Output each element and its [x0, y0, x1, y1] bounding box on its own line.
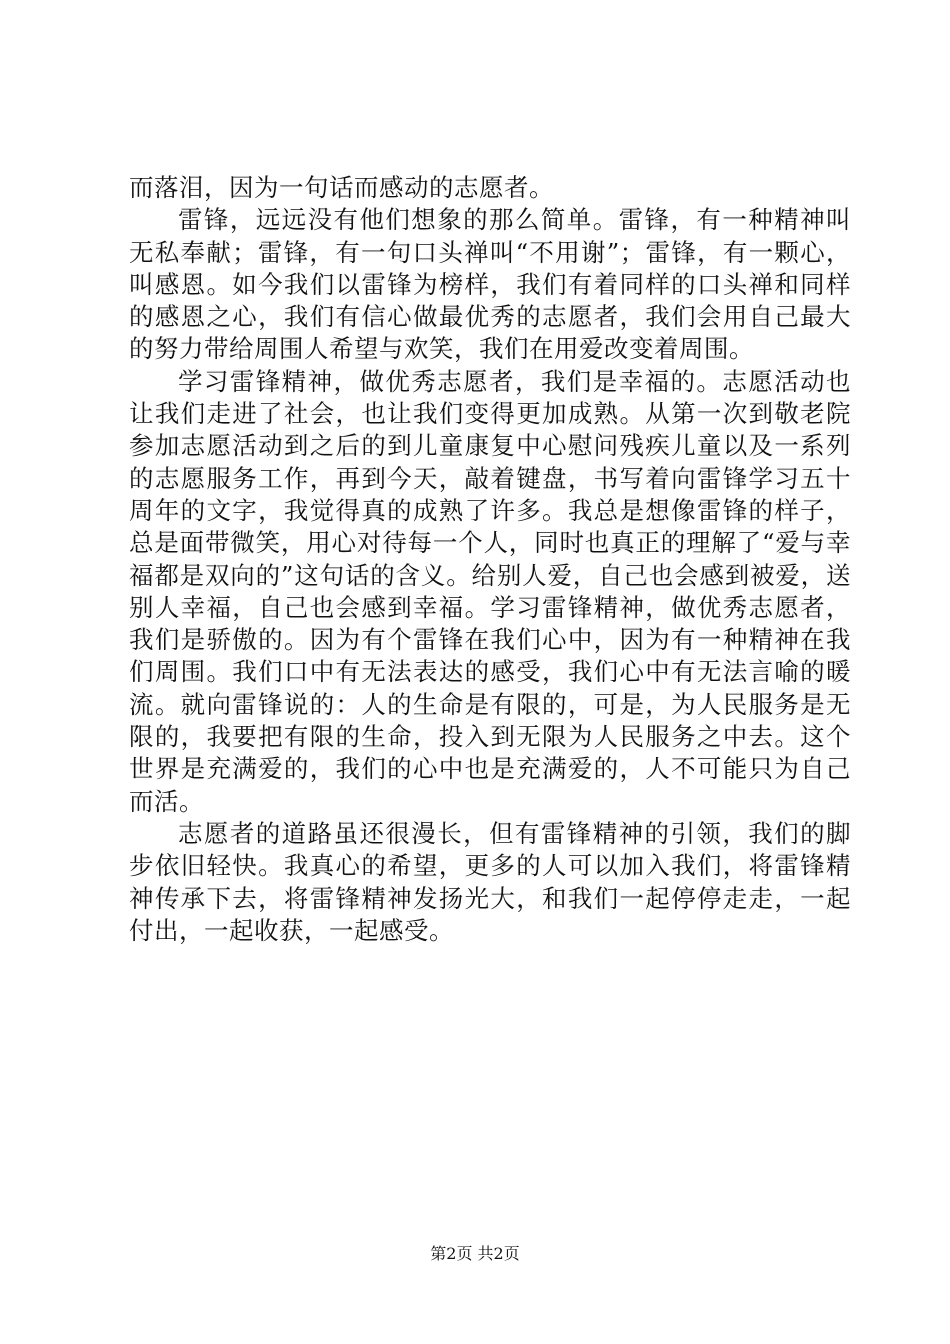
paragraph-continued: 而落泪，因为一句话而感动的志愿者。 [129, 173, 554, 202]
page-footer: 第2页 共2页 [430, 1244, 520, 1263]
paragraph-leifeng-spirit: 雷锋，远远没有他们想象的那么简单。雷锋，有一种精神叫无私奉献；雷锋，有一句口头禅叫“不用谢”；雷锋，有一颗心，叫感恩。如今我们以雷锋为榜样，我们有着同样的口头禅和同样的感恩之心，我们有信心做最优秀的志愿者，我们会用自己最大的努力带给周围人希望与欢笑，我们在用爱改变着周围。 [129, 205, 851, 364]
document-body [129, 172, 851, 947]
paragraph-learning-leifeng: 学习雷锋精神，做优秀志愿者，我们是幸福的。志愿活动也让我们走进了社会，也让我们变得更加成熟。从第一次到敬老院参加志愿活动到之后的到儿童康复中心慰问残疾儿童以及一系列的志愿服务工作，再到今天，敲着键盘，书写着向雷锋学习五十周年的文字，我觉得真的成熟了许多。我总是想像雷锋的样子，总是面带微笑，用心对待每一个人，同时也真正的理解了“爱与幸福都是双向的”这句话的含义。给别人爱，自己也会感到被爱，送别人幸福，自己也会感到幸福。学习雷锋精神，做优秀志愿者，我们是骄傲的。因为有个雷锋在我们心中，因为有一种精神在我们周围。我们口中有无法表达的感受，我们心中有无法言喻的暖流。就向雷锋说的：人的生命是有限的，可是，为人民服务是无限的，我要把有限的生命，投入到无限为人民服务之中去。这个世界是充满爱的，我们的心中也是充满爱的，人不可能只为自己而活。 [129, 366, 851, 816]
paragraph-volunteer-road: 志愿者的道路虽还很漫长，但有雷锋精神的引领，我们的脚步依旧轻快。我真心的希望，更多的人可以加入我们，将雷锋精神传承下去，将雷锋精神发扬光大，和我们一起停停走走，一起付出，一起收获，一起感受。 [129, 818, 851, 945]
